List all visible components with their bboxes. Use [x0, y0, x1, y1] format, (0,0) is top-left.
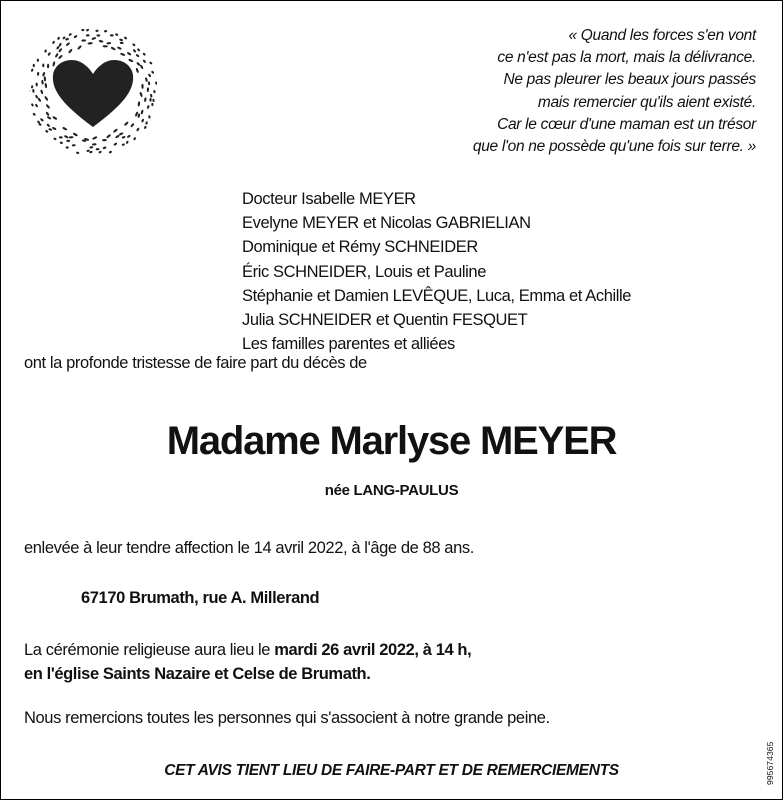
- quote-line: Car le cœur d'une maman est un trésor: [497, 115, 756, 133]
- quote-line: que l'on ne possède qu'une fois sur terre. »: [472, 138, 756, 156]
- death-text: enlevée à leur tendre affection le 14 avril 2022, à l'âge de 88 ans.: [24, 539, 474, 557]
- maiden-name: née LANG-PAULUS: [324, 482, 459, 499]
- family-member: Dominique et Rémy SCHNEIDER: [242, 238, 478, 257]
- reference-number-text: 995674365: [765, 741, 775, 785]
- family-member: Julia SCHNEIDER et Quentin FESQUET: [242, 311, 528, 330]
- quote-line: ce n'est pas la mort, mais la délivrance.: [497, 49, 756, 67]
- family-member: Stéphanie et Damien LEVÊQUE, Luca, Emma et Achille: [242, 286, 632, 305]
- family-member: Evelyne MEYER et Nicolas GABRIELIAN: [242, 214, 531, 233]
- footer-note: CET AVIS TIENT LIEU DE FAIRE-PART ET DE REMERCIEMENTS: [164, 762, 619, 779]
- family-list: [242, 187, 631, 356]
- thanks-text: Nous remercions toutes les personnes qui s'associent à notre grande peine.: [24, 709, 550, 727]
- reference-number: [764, 724, 776, 784]
- ceremony-place: en l'église Saints Nazaire et Celse de Brumath.: [24, 665, 371, 683]
- ceremony-date: mardi 26 avril 2022, à 14 h,: [274, 641, 472, 659]
- quote-line: Ne pas pleurer les beaux jours passés: [503, 71, 756, 89]
- announcement-text: ont la profonde tristesse de faire part du décès de: [24, 354, 367, 372]
- ceremony-intro: La cérémonie religieuse aura lieu le: [24, 641, 275, 659]
- heart-with-leaves-icon: [29, 29, 157, 157]
- family-member: Les familles parentes et alliées: [242, 335, 455, 354]
- deceased-name: Madame Marlyse MEYER: [166, 419, 617, 463]
- ceremony-info: [24, 638, 471, 686]
- family-member: Docteur Isabelle MEYER: [242, 190, 416, 208]
- ceremony-line-1: [24, 638, 471, 662]
- address: 67170 Brumath, rue A. Millerand: [81, 589, 320, 607]
- quote-line: mais remercier qu'ils aient existé.: [537, 93, 756, 111]
- family-member: Éric SCHNEIDER, Louis et Pauline: [242, 262, 486, 281]
- quote-line: « Quand les forces s'en vont: [568, 27, 756, 44]
- epitaph-quote: [236, 25, 756, 158]
